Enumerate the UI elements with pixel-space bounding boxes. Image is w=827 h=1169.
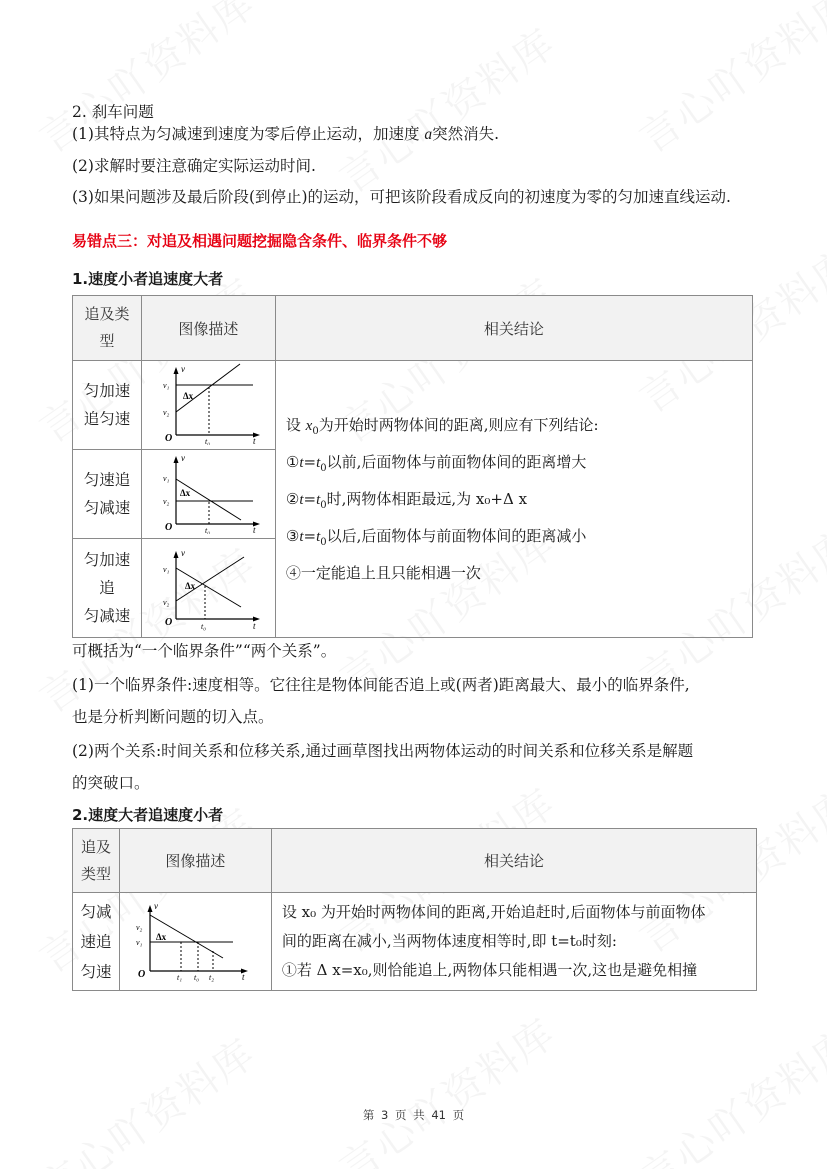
brake-item-1-text: (1)其特点为匀减速到速度为零后停止运动，加速度 (72, 125, 425, 143)
brake-item-2: (2)求解时要注意确定实际运动时间. (72, 157, 316, 175)
summary-item2-line1: (2)两个关系:时间关系和位移关系,通过画草图找出两物体运动的时间关系和位移关系是解题 (72, 742, 694, 760)
svg-text:O: O (138, 968, 146, 980)
svg-text:Δx: Δx (180, 488, 191, 498)
svg-text:v₁: v₁ (136, 937, 143, 947)
header-type: 追及 类型 (73, 829, 120, 893)
type-line: 速追 (80, 932, 112, 951)
graph-cell (141, 361, 275, 450)
page-footer: 第 3 页 共 41 页 (362, 1108, 465, 1122)
svg-text:v₂: v₂ (163, 408, 170, 417)
brake-item-3: (3)如果问题涉及最后阶段(到停止)的运动，可把该阶段看成反向的初速度为零的匀加速直线运动. (72, 188, 731, 206)
header-type: 追及类型 (73, 296, 142, 361)
vt-graph-uniform-chase-decel (143, 450, 273, 534)
graph-cell (119, 893, 271, 991)
conclusion-line: 设 $x_0$为开始时两物体间的距离,则应有下列结论: (285, 416, 599, 437)
type-line: 追匀速 (83, 410, 131, 428)
variable-a: a (424, 126, 433, 143)
type-cell (73, 539, 142, 638)
vt-graph-decel-chase-uniform (120, 895, 270, 985)
table1-title: 1.速度小者追速度大者 (72, 270, 224, 288)
summary-intro: 可概括为“一个临界条件”“两个关系”。 (72, 642, 337, 660)
svg-text:v: v (181, 548, 186, 558)
svg-text:Δx: Δx (183, 391, 194, 401)
table-fast-chases-slow (72, 828, 757, 991)
header-conclusion: 相关结论 (271, 829, 756, 893)
svg-text:t: t (253, 621, 256, 631)
table-slow-chases-fast (72, 295, 753, 638)
table2-header-row (73, 829, 757, 893)
svg-text:t: t (253, 436, 256, 445)
conclusion-line: $③t=t_0$以后,后面物体与前面物体间的距离减小 (285, 527, 587, 548)
conclusion-line: ④一定能追上且只能相遇一次 (285, 564, 481, 582)
summary-item2-line2: 的突破口。 (72, 774, 150, 792)
conclusion-line: 间的距离在减小,当两物体速度相等时,即 t=t₀时刻: (281, 932, 617, 950)
table2-title: 2.速度大者追速度小者 (72, 806, 224, 824)
type-cell (73, 450, 142, 539)
type-line: 匀速 (80, 962, 112, 981)
table1-header-row (73, 296, 753, 361)
svg-text:Δx: Δx (156, 931, 167, 942)
conclusion-line: $②t=t_0$时,两物体相距最远,为 x₀+Δ x (285, 490, 528, 511)
svg-text:t₁: t₁ (177, 972, 183, 982)
summary-item1-line1: (1)一个临界条件:速度相等。它往往是物体间能否追上或(两者)距离最大、最小的临界条件, (72, 676, 690, 694)
type-cell (73, 893, 120, 991)
table-row (73, 361, 753, 450)
type-line: 匀加速 (83, 551, 131, 569)
conclusion-line: 设 x₀ 为开始时两物体间的距离,开始追赶时,后面物体与前面物体 (281, 903, 706, 921)
section-title-brake: 2. 刹车问题 (72, 103, 154, 121)
table-row (73, 893, 757, 991)
svg-text:t₂: t₂ (209, 972, 215, 982)
svg-text:Δx: Δx (185, 581, 196, 591)
brake-item-1-text-end: 突然消失. (432, 125, 500, 143)
svg-text:O: O (165, 433, 173, 444)
type-cell (73, 361, 142, 450)
summary-item1-line2: 也是分析判断问题的切入点。 (72, 708, 274, 726)
header-conclusion: 相关结论 (275, 296, 752, 361)
type-line: 匀减 (80, 902, 112, 921)
type-line: 匀速追 (83, 471, 131, 489)
vt-graph-accel-chase-uniform (143, 361, 273, 445)
svg-text:v₁: v₁ (163, 381, 170, 390)
type-line: 匀减速 (83, 499, 131, 517)
type-line: 匀加速 (83, 382, 131, 400)
header-graph: 图像描述 (141, 296, 275, 361)
vt-graph-accel-chase-decel (143, 539, 273, 633)
table1-conclusion-cell (275, 361, 752, 638)
svg-text:v: v (181, 364, 186, 374)
svg-text:v₁: v₁ (163, 474, 170, 483)
brake-item-1 (72, 123, 499, 146)
graph-cell (141, 450, 275, 539)
svg-text:t₀: t₀ (194, 972, 200, 982)
conclusion-line: ①若 Δ x=x₀,则恰能追上,两物体只能相遇一次,这也是避免相撞 (281, 961, 698, 979)
type-line: 匀减速 (83, 607, 131, 625)
svg-text:v₂: v₂ (163, 598, 170, 607)
type-line: 追 (99, 579, 115, 597)
svg-text:v₂: v₂ (163, 497, 170, 506)
svg-text:t₀: t₀ (201, 622, 207, 631)
error-point-title: 易错点三：对追及相遇问题挖掘隐含条件、临界条件不够 (72, 232, 448, 250)
svg-text:t: t (242, 971, 245, 982)
conclusion-line: $①t=t_0$以前,后面物体与前面物体间的距离增大 (285, 453, 587, 474)
svg-text:t₀: t₀ (205, 526, 211, 534)
svg-text:t: t (253, 525, 256, 534)
svg-text:v₂: v₂ (136, 922, 143, 932)
svg-text:v: v (154, 900, 159, 911)
svg-text:t₀: t₀ (205, 437, 211, 445)
svg-text:v₁: v₁ (163, 565, 170, 574)
svg-text:v: v (181, 453, 186, 463)
graph-cell (141, 539, 275, 638)
svg-text:O: O (165, 522, 173, 533)
table2-conclusion-cell (271, 893, 756, 991)
svg-text:O: O (165, 617, 173, 628)
header-graph: 图像描述 (119, 829, 271, 893)
